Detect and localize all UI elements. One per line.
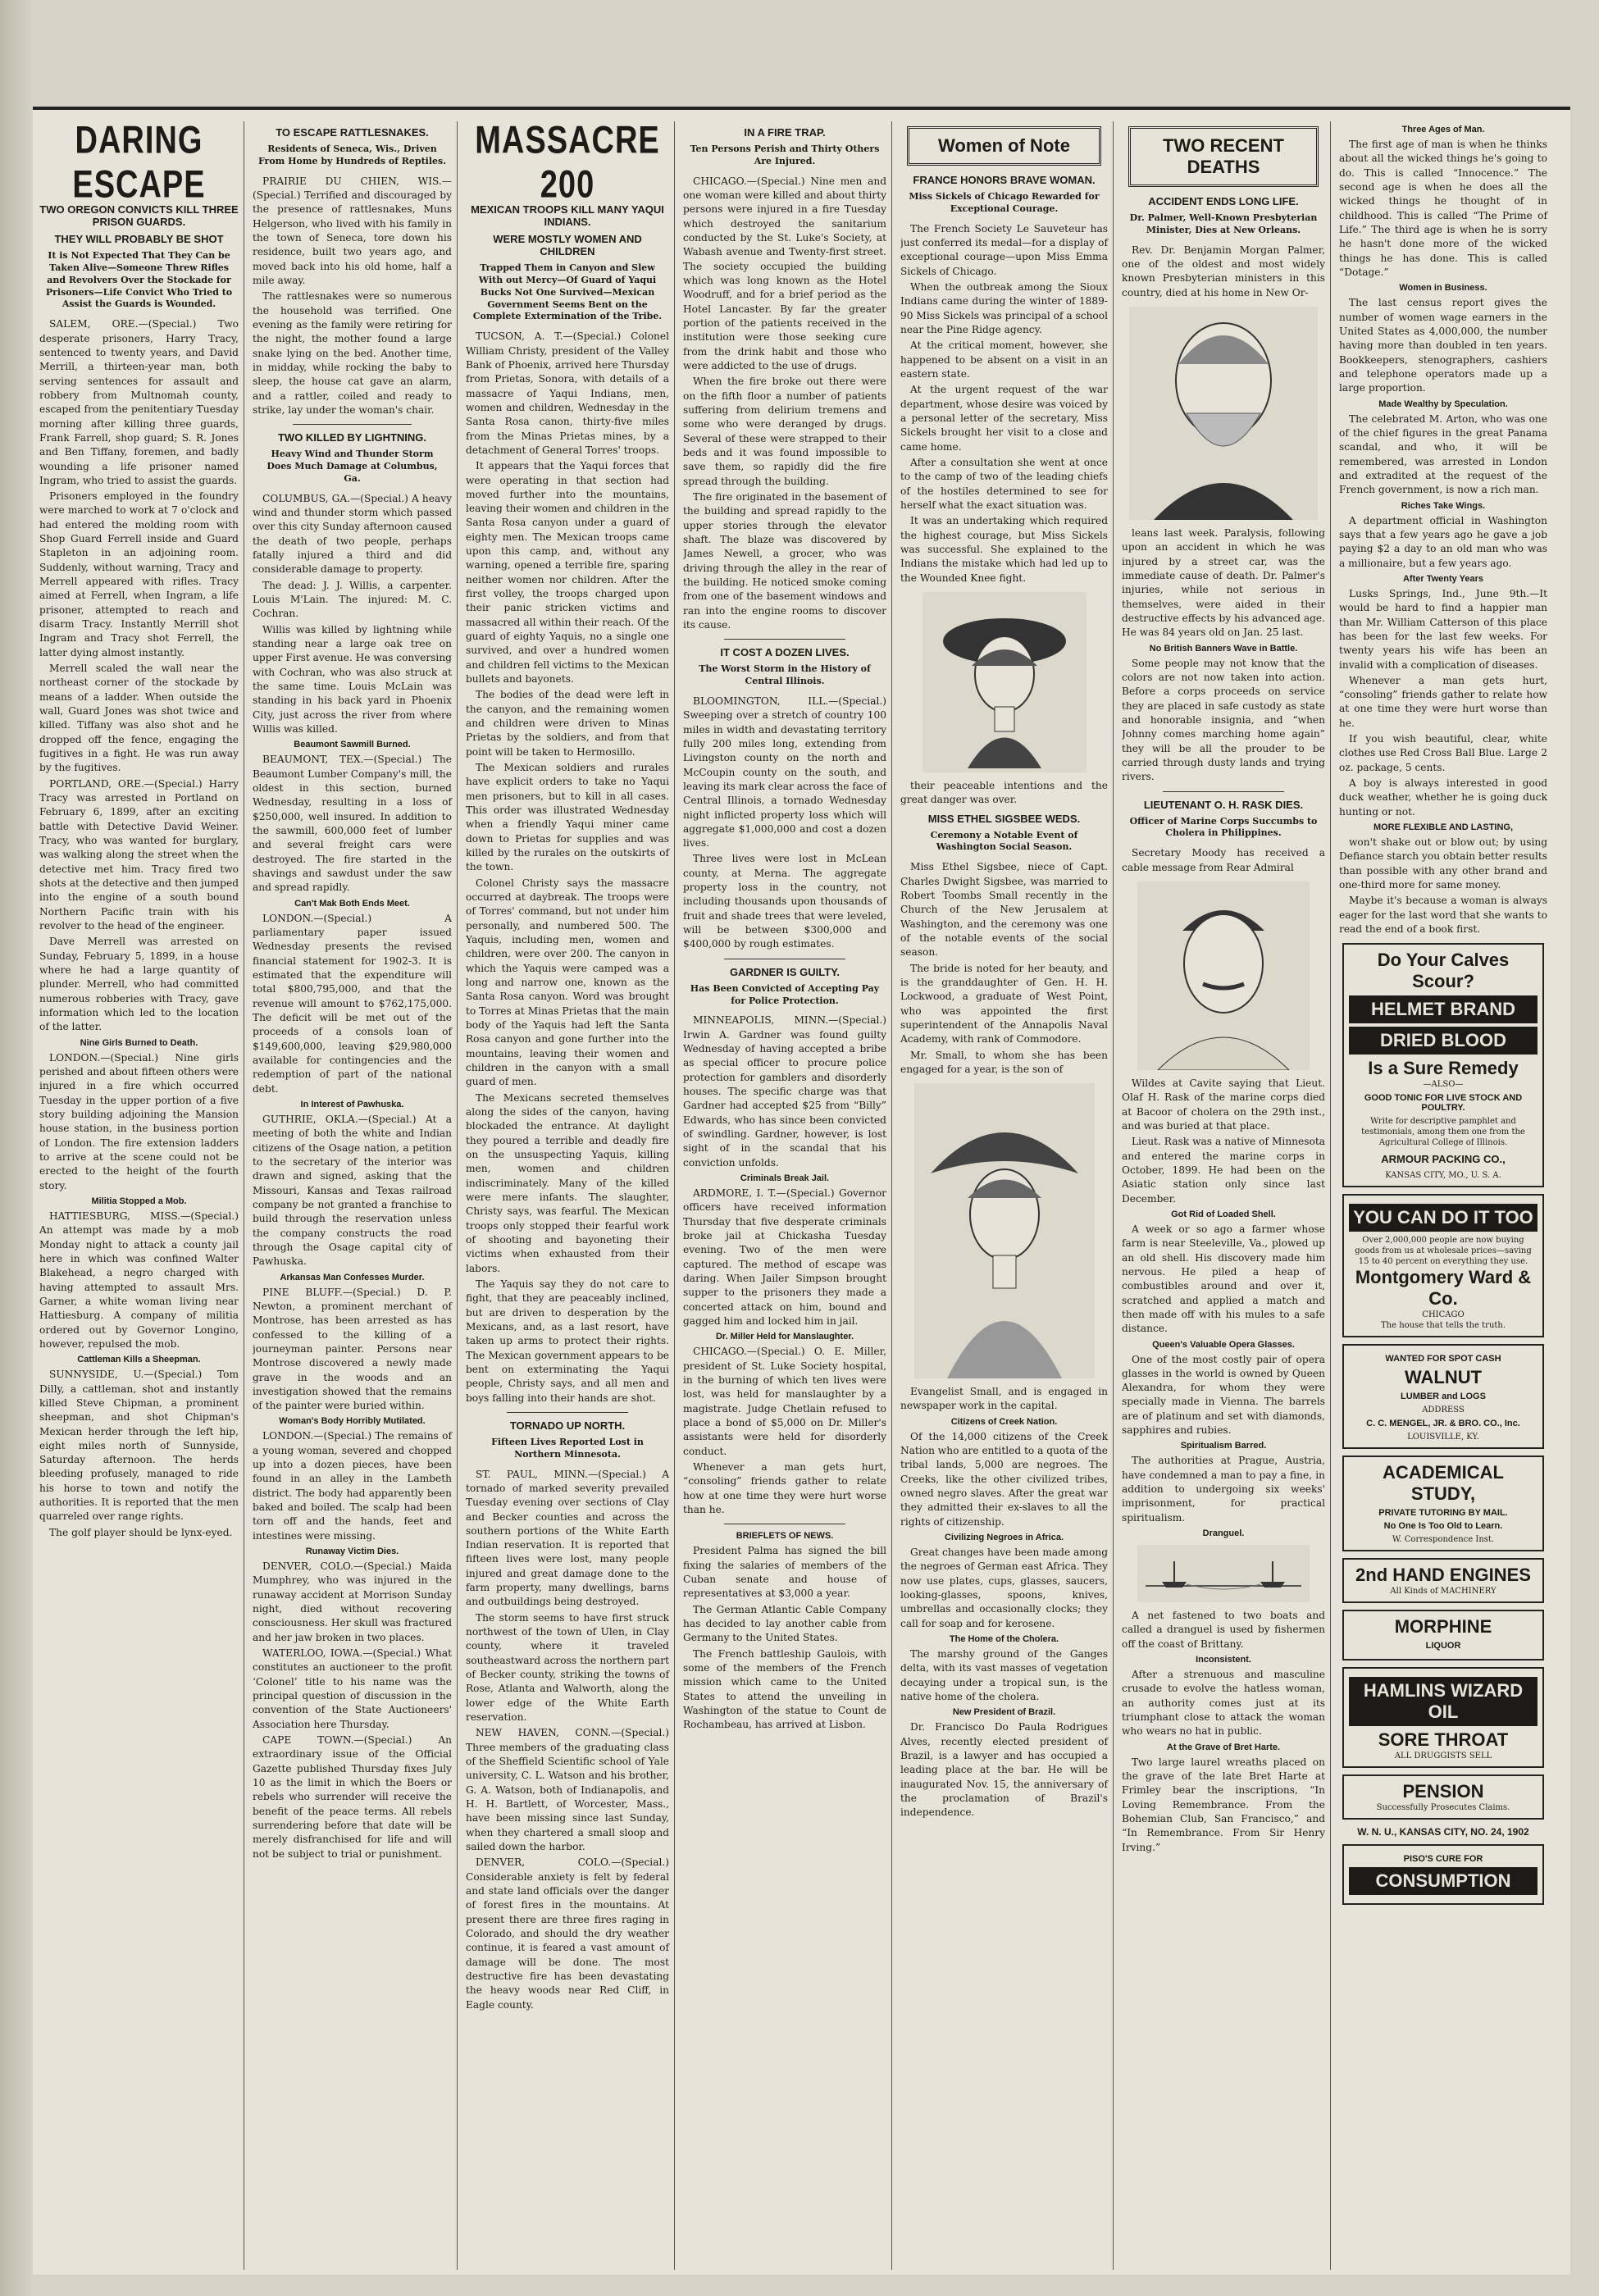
paragraph: leans last week. Paralysis, following upon an accident in which he was injured by a street car, was the immediate cause of death. Dr. Palmer's injuries, while not serious in themselves, were aided in their destructive effects by his advanced age. He was 84 years old on Jan. 25 last. xyxy=(1122,527,1325,639)
section-heading: BRIEFLETS OF NEWS. xyxy=(736,1531,834,1542)
paragraph: The rattlesnakes were so numerous the household was terrified. One evening as the family were retiring for the night, the mother found a large snake lying on the bed. Another time, in midday, while rocking the baby to sleep, the house cat gave an alarm, and a rattler, coiled and ready to strike, lay under the woman's chair. xyxy=(253,290,452,416)
paragraph: A boy is always interested in good duck weather, whether he is going duck hunting or not. xyxy=(1339,777,1547,818)
section-heading: Runaway Victim Dies. xyxy=(305,1547,399,1557)
paragraph: The French battleship Gaulois, with some of the members of the French mission which came to the United States to attend the unveiling in Washington of the statue to Count de Rochambeau, has arrived at Lisbon. xyxy=(683,1647,886,1731)
paragraph: When the outbreak among the Sioux Indians came during the winter of 1889-90 Miss Sickels was principal of a school near the Pine Ridge agency. xyxy=(900,281,1108,335)
boats-illustration xyxy=(1137,1545,1310,1602)
paragraph: If you wish beautiful, clear, white clothes use Red Cross Ball Blue. Large 2 oz. package, 5 cents. xyxy=(1339,733,1547,773)
deck: Dr. Palmer, Well-Known Presbyterian Minister, Dies at New Orleans. xyxy=(1129,212,1318,235)
paragraph: ARDMORE, I. T.—(Special.) Governor officers have received information Thursday that five desperate criminals broke jail at Chickasha Tuesday evening. Two of the men were captured. The method of escape was daring. When Jailer Simpson brought supper to the prisoners they made a concerted attack on him, bound and gagged him and locked him in jail. xyxy=(683,1187,886,1328)
section-heading: Militia Stopped a Mob. xyxy=(91,1196,187,1206)
subhead-2: THEY WILL PROBABLY BE SHOT xyxy=(54,233,224,245)
section-heading: IN A FIRE TRAP. xyxy=(744,126,826,139)
section-heading: Criminals Break Jail. xyxy=(740,1173,830,1184)
paragraph: Rev. Dr. Benjamin Morgan Palmer, one of the oldest and most widely known Presbyterian ministers in this country, died at his home in New Or- xyxy=(1122,244,1325,298)
section-heading: After Twenty Years xyxy=(1402,573,1484,584)
paragraph: The celebrated M. Arton, who was one of the chief figures in the great Panama scandal, and who, it will be remembered, was arrested in London and extradited at the request of the French government, is now a rich man. xyxy=(1339,412,1547,496)
paragraph: SALEM, ORE.—(Special.) Two desperate prisoners, Harry Tracy, sentenced to twenty years, and David Merrill, a thirteen-year man, both serving sentences for assault and robbery from Multnomah county, escaped from the penitentiary Tuesday morning after killing three guards, Frank Farrell, shop guard; S. R. Jones and Ben Tiffany, foremen, and badly wounding a life prisoner named Ingram, who tried to assist the guards. xyxy=(39,318,239,486)
ad-company: W. Correspondence Inst. xyxy=(1392,1535,1495,1545)
paragraph: The Mexican soldiers and rurales have explicit orders to take no Yaqui men prisoners, but to kill in all cases. This order was illustrated Wednesday when a friendly Yaqui miner came down to Prietas for supplies and was killed by the rurales on the outskirts of the town. xyxy=(466,762,669,873)
paragraph: A net fastened to two boats and called a dranguel is used by fishermen off the coast of Brittany. xyxy=(1122,1610,1325,1650)
paragraph: LONDON.—(Special.) The remains of a young woman, severed and chopped up into a dozen pieces, have been found in an alley in the Lambeth district. The body had apparently been baked and boiled. The scalp had been torn off and the hands, feet and intestines were missing. xyxy=(253,1430,452,1542)
paragraph: DENVER, COLO.—(Special.) Maida Mumphrey, who was injured in the runaway accident at Morrison Sunday night, died without recovering consciousness. Her skull was fractured and her jaw broken in two places. xyxy=(253,1560,452,1643)
column-4 xyxy=(683,121,892,2270)
paragraph: The marshy ground of the Ganges delta, with its vast masses of vegetation decaying under a tropical sun, is the native home of the cholera. xyxy=(900,1648,1108,1703)
ad-question: Do Your Calves Scour? xyxy=(1377,950,1510,992)
deck: Trapped Them in Canyon and Slew With out Mercy—Of Guard of Yaqui Bucks Not One Survived—Mexican Government Seems Bent on the Complete Extermination of the Tribe. xyxy=(472,262,663,322)
ad-engines xyxy=(1342,1558,1544,1603)
paragraph: Wildes at Cavite saying that Lieut. Olaf H. Rask of the marine corps died at Bacoor of cholera on the 29th inst., and was buried at that place. xyxy=(1122,1077,1325,1132)
ad-big-word: WALNUT xyxy=(1404,1367,1483,1388)
section-heading: Dranguel. xyxy=(1202,1528,1245,1539)
divider xyxy=(293,424,412,425)
paragraph: At the urgent request of the war department, whose desire was voiced by a personal letter of the secretary, Miss Sickels brought her visit to a close and came home. xyxy=(900,384,1108,453)
portrait-woman-illustration xyxy=(922,592,1086,772)
section-heading: Citizens of Creek Nation. xyxy=(950,1416,1058,1427)
paragraph: The storm seems to have first struck northwest of the town of Ulen, in Clay county, where it traveled southeastward across the northern part of Becker county, striking the towns of Rose, Atlanta and Walworth, along the lower edge of the White Earth reservation. xyxy=(466,1611,669,1724)
section-heading: Can't Mak Both Ends Meet. xyxy=(294,898,410,909)
deck: The Worst Storm in the History of Central Illinois. xyxy=(699,663,871,687)
paragraph: Dr. Francisco Do Paula Rodrigues Alves, recently elected president of Brazil, is a lawyer and has occupied a leading place at the bar. He will be inaugurated Nov. 15, the anniversary of the proclamation of Brazil's independence. xyxy=(900,1721,1108,1819)
section-heading: Three Ages of Man. xyxy=(1401,125,1485,134)
paragraph: Maybe it's because a woman is always eager for the last word that she wants to read the end of a book first. xyxy=(1339,895,1547,936)
paragraph: Colonel Christy says the massacre occurred at daybreak. The troops were of Torres' command, but not under him personally, and numbered 500. The Yaquis, including men, women and children, were over 200. The canyon in which the Yaquis were camped was a long and narrow one, known as the Santa Rosa canyon. Word was brought to Torres at Minas Prietas that the main body of the Yaquis had left the Santa Rosa canyon and gone further into the mountains, leaving their women and children in the canyon with a small guard of men. xyxy=(466,877,669,1088)
divider xyxy=(507,1412,629,1413)
headline-massacre: MASSACRE 200 xyxy=(475,121,660,207)
paragraph: LONDON.—(Special.) A parliamentary paper issued Wednesday presents the revised financial statement for 1902-3. It is estimated that the expenditure will total $800,795,000, and that the revenue will amount to $762,175,000. The deficit will be met out of the proceeds of a consols loan of $149,600,000, leaving $29,980,000 available for contingencies and the redemption of part of the national debt. xyxy=(253,912,452,1095)
ad-headline: YOU CAN DO IT TOO xyxy=(1349,1204,1538,1232)
ad-small-print: Write for descriptive pamphlet and testimonials, among them one from the Agricultural College of Illinois. xyxy=(1361,1117,1525,1148)
ad-headline: PISO'S CURE FOR xyxy=(1403,1854,1483,1865)
paragraph: The last census report gives the number of women wage earners in the United States as 4,000,000, the number having more than doubled in ten years. Bookkeepers, stenographers, cashiers and telephone operators made up a large proportion. xyxy=(1339,297,1547,394)
paragraph: At the critical moment, however, she happened to be absent on a visit in an eastern state. xyxy=(900,339,1108,380)
ad-pension xyxy=(1342,1774,1544,1820)
column-7 xyxy=(1339,121,1552,2270)
ad-morphine xyxy=(1342,1610,1544,1660)
ad-tagline: ALL DRUGGISTS SELL xyxy=(1394,1752,1492,1761)
section-heading: FRANCE HONORS BRAVE WOMAN. xyxy=(913,174,1096,186)
paragraph: DENVER, COLO.—(Special.) Considerable anxiety is felt by federal and state land officials over the danger of forest fires in the mountains. At present there are three fires raging in Colorado, and should the dry weather continue, it is feared a vast amount of damage will be done. The most destructive fire has been devastating the heavy woods near Red Cliff, in Eagle county. xyxy=(466,1856,669,2011)
paragraph: After a consultation she went at once to the camp of two of the leading chiefs of the hostiles determined to see for herself what the exact situation was. xyxy=(900,456,1108,511)
ad-brand-line-1: HELMET BRAND xyxy=(1349,995,1538,1023)
paragraph: Prisoners employed in the foundry were marched to work at 7 o'clock and had entered the molding room with Shop Guard Ferrell inside and Guard Stapleton in an adjoining room. Suddenly, without warning, Tracy and Merrell appeared with rifles. Tracy aimed at Ferrell, when Ingram, a life prisoner, attempted to reach and disarm Tracy. Instantly Merrill shot Ingram and Tracy shot Ferrell, the latter dying almost instantly. xyxy=(39,490,239,658)
paragraph: Willis was killed by lightning while standing near a large oak tree on upper First avenue. He was conversing with Cochran, who was also struck at the same time. Louis McLain was standing in his back yard in Phoenix City, just across the river from where Willis was killed. xyxy=(253,623,452,736)
ad-line: No One Is Too Old to Learn. xyxy=(1383,1521,1503,1532)
section-heading: Arkansas Man Confesses Murder. xyxy=(280,1272,425,1282)
paragraph: PORTLAND, ORE.—(Special.) Harry Tracy was arrested in Portland on February 6, 1899, after an exciting battle with Detective David Weiner. Tracy, who was wanted for burglary, was walking along the street when the detective met him. Tracy fired two shots at the detective and then jumped into the engine of a south bound Northern Pacific train with his revolver to the head of the engineer. xyxy=(39,777,239,932)
ad-montgomery-ward xyxy=(1342,1194,1544,1337)
section-heading: Made Wealthy by Speculation. xyxy=(1378,399,1508,409)
paragraph: President Palma has signed the bill fixing the salaries of members of the Cuban senate and house of representatives at $3,000 a year. xyxy=(683,1545,886,1600)
paragraph: The French Society Le Sauveteur has just conferred its medal—for a display of exceptional courage—upon Miss Emma Sickels of Chicago. xyxy=(900,222,1108,277)
subhead: MEXICAN TROOPS KILL MANY YAQUI INDIANS. xyxy=(471,203,664,228)
column-6 xyxy=(1122,121,1331,2270)
section-heading: Cattleman Kills a Sheepman. xyxy=(77,1355,201,1365)
section-heading: Got Rid of Loaded Shell. xyxy=(1171,1209,1276,1219)
paragraph: The dead: J. J. Willis, a carpenter. Louis M'Lain. The injured: M. C. Cochran. xyxy=(253,579,452,620)
deck: Officer of Marine Corps Succumbs to Cholera in Philippines. xyxy=(1129,815,1318,839)
subhead-2: WERE MOSTLY WOMEN AND CHILDREN xyxy=(493,233,642,257)
paragraph: won't shake out or blow out; by using Defiance starch you obtain better results than possible with any other brand and one-third more for same money. xyxy=(1339,836,1547,891)
headline-daring-escape: DARING ESCAPE xyxy=(72,121,206,207)
divider xyxy=(1163,791,1285,792)
section-heading: Riches Take Wings. xyxy=(1401,500,1486,511)
ad-subhead: SORE THROAT xyxy=(1378,1729,1509,1751)
section-heading: Civilizing Negroes in Africa. xyxy=(944,1533,1064,1543)
ad-company: ARMOUR PACKING CO., xyxy=(1381,1153,1506,1166)
ad-company: Montgomery Ward & Co. xyxy=(1355,1267,1532,1310)
ad-tagline: The house that tells the truth. xyxy=(1380,1321,1506,1331)
paragraph: NEW HAVEN, CONN.—(Special.) Three members of the graduating class of the Sheffield Scientific school of Yale university, C. L. Watson and his brother, G. A. Watson, both of Indianapolis, and H. H. Bartlett, of Worcester, Mass., have been missing since last Sunday, when they chartered a small sloop and sailed down the harbor. xyxy=(466,1727,669,1853)
paragraph: BLOOMINGTON, ILL.—(Special.) Sweeping over a stretch of country 100 miles in width and devastating territory fully 200 miles long, extending from Livingston county on the north and McCoupin county on the south, and leaving its mark clear across the face of Central Illinois, a tornado Wednesday night inflicted property loss which will aggregate $1,000,000 and cost a dozen lives. xyxy=(683,695,886,850)
section-heading: Queen's Valuable Opera Glasses. xyxy=(1152,1339,1295,1350)
ad-address-label: ADDRESS xyxy=(1422,1405,1465,1415)
paragraph: BEAUMONT, TEX.—(Special.) The Beaumont Lumber Company's mill, the oldest in this section, burned Wednesday, resulting in a loss of $250,000, well insured. In addition to the sawmill, 600,000 feet of lumber and several freight cars were destroyed. The fire started in the shavings and sawdust under the saw and spread rapidly. xyxy=(253,754,452,894)
paragraph: Secretary Moody has received a cable message from Rear Admiral xyxy=(1122,847,1325,873)
paragraph: WATERLOO, IOWA.—(Special.) What constitutes an auctioneer to the profit ‘Colonel’ title to his name was the principal question of discussion in the convention of the State Auctioneers' Association here Thursday. xyxy=(253,1647,452,1730)
women-of-note-header: Women of Note xyxy=(907,126,1101,166)
paragraph: MINNEAPOLIS, MINN.—(Special.) Irwin A. Gardner was found guilty Wednesday of having accepted a bribe as special officer to procure police protection for gamblers and disorderly houses. The specific charge was that Gardner had accepted $25 from “Billy” Edwards, who has since been convicted of swindling. Gardner, however, is lost sight of in the scandal that his conviction unfolds. xyxy=(683,1014,886,1168)
paragraph: The bodies of the dead were left in the canyon, and the remaining women and children were driven to Minas Prietas by the soldiers, and from that point will be taken to Hermosillo. xyxy=(466,689,669,758)
ad-city: LOUISVILLE, KY. xyxy=(1407,1433,1479,1442)
ad-subhead: PRIVATE TUTORING BY MAIL. xyxy=(1378,1508,1508,1519)
ad-city: CHICAGO xyxy=(1422,1310,1465,1320)
paragraph: When the fire broke out there were on the fifth floor a number of patients suffering from delirium tremens and some who were deranged by drugs. Several of these were strapped to their beds and it was found impossible to save them, so rapidly did the fire spread through the building. xyxy=(683,376,886,487)
paragraph: Merrell scaled the wall near the northeast corner of the stockade by means of a ladder. When outside the wall, Guard Jones was shot twice and killed. Tiffany was also shot and he dropped off the fence, engaging the fugitives in a fight. He was run away by the fugitives. xyxy=(39,663,239,774)
two-recent-deaths-header: TWO RECENT DEATHS xyxy=(1128,126,1319,187)
page-edge xyxy=(0,0,33,2296)
paragraph: CHICAGO.—(Special.) Nine men and one woman were killed and about thirty persons were injured in a fire Tuesday which destroyed the sanitarium conducted by the St. Luke's Society, at Wabash avenue and Twenty-first street. The society occupied the building which was long known as the Hotel Woodruff, and for a brief period as the Hotel Lancaster. By far the greater portion of the patients received in the institution were those seeking cure from the drink habit and those who were addicted to the use of drugs. xyxy=(683,175,886,371)
paragraph: ST. PAUL, MINN.—(Special.) A tornado of marked severity prevailed Tuesday evening over sections of Clay and Becker counties and across the southern portions of the White Earth Indian reservation. It is reported that fifteen lives were lost, many people injured and great damage done to the farm property, many dwellings, barns and outbuildings being destroyed. xyxy=(466,1468,669,1608)
section-heading: Spiritualism Barred. xyxy=(1180,1441,1267,1451)
paragraph: HATTIESBURG, MISS.—(Special.) An attempt was made by a mob Monday night to attack a county jail here in which was confined Walter Blakehead, a negro charged with having attempted to assault Mrs. Garner, a white woman living near Hattiesburg. A company of militia ordered out by Governor Longino, however, repulsed the mob. xyxy=(39,1210,239,1350)
deck: It is Not Expected That They Can be Taken Alive—Someone Threw Rifles and Revolvers Over the Stockade for Prisoners—Life Convict Who Tried to Assist the Guards is Wounded. xyxy=(45,250,233,310)
ad-side-text: LUMBER and LOGS xyxy=(1401,1392,1486,1402)
paragraph: CAPE TOWN.—(Special.) An extraordinary issue of the Official Gazette published Thursday fixes July 10 as the limit in which the Boers or rebels who surrender will receive the benefit of the peace terms. All rebels surrendering before that date will be merely disfranchised for life and will not be subject to trial or punishment. xyxy=(253,1734,452,1860)
paragraph: It was an undertaking which required the highest courage, but Miss Sickels was successful. She explained to the Indians the mistake which had led up to the Wounded Knee fight. xyxy=(900,515,1108,584)
paragraph: After a strenuous and masculine crusade to evolve the hatless woman, an authority comes just at its triumphant close to attack the woman who wears no hat in public. xyxy=(1122,1669,1325,1738)
ad-subhead: Successfully Prosecutes Claims. xyxy=(1376,1803,1510,1813)
section-heading: ACCIDENT ENDS LONG LIFE. xyxy=(1148,195,1299,207)
paragraph: It appears that the Yaqui forces that were operating in that section had moved further into the mountains, leaving their women and children in the Santa Rosa canyon under a guard of eighty men. The Mexican troops came upon this camp, and, without any warning, opened a terrible fire, sparing neither women nor children. After the first volley, the troops charged upon their panic stricken victims and massacred all within their reach. Of the guard of eighty Yaquis, no a single one survived, and over a hundred women and children fell victims to the Mexican bullets and bayonets. xyxy=(466,460,669,686)
paragraph: Of the 14,000 citizens of the Creek Nation who are entitled to a quota of the tribal lands, 5,000 are negroes. The Creeks, like the other civilized tribes, owned negro slaves. After the great war they admitted their ex-slaves to all the rights of citizenship. xyxy=(900,1430,1108,1528)
paragraph: Lieut. Rask was a native of Minnesota and entered the marine corps in October, 1899. He had been on the Asiatic station only since last December. xyxy=(1122,1136,1325,1205)
deck: Ceremony a Notable Event of Washington Social Season. xyxy=(930,829,1078,853)
portrait-bride-illustration xyxy=(914,1083,1095,1378)
paragraph: The golf player should be lynx-eyed. xyxy=(49,1526,233,1538)
subhead: TWO OREGON CONVICTS KILL THREE PRISON GUARDS. xyxy=(39,203,239,228)
ad-remedy-line: Is a Sure Remedy xyxy=(1368,1058,1519,1079)
section-heading: LIEUTENANT O. H. RASK DIES. xyxy=(1143,798,1304,811)
ad-helmet-brand xyxy=(1342,943,1544,1187)
section-heading: New President of Brazil. xyxy=(952,1707,1056,1718)
columns xyxy=(39,121,1565,2270)
section-heading: Nine Girls Burned to Death. xyxy=(80,1037,198,1048)
paragraph: GUTHRIE, OKLA.—(Special.) At a meeting of both the white and Indian citizens of the Osage nation, a petition to the secretary of the interior was drawn and signed, asking that the Missouri, Kansas and Texas railroad company be not granted a franchise to build through the reservation unless the company constructs the road through the Osage capital city of Pawhuska. xyxy=(253,1113,452,1268)
paragraph: The fire originated in the basement of the building and spread rapidly to the upper stories through the elevator shaft. The blaze was discovered by James Newell, a grocer, who was driving through the alley in the rear of the building. He noticed smoke coming from one of the basement windows and ran into the engine rooms to discover its cause. xyxy=(683,490,886,631)
section-heading: GARDNER IS GUILTY. xyxy=(729,965,840,978)
paragraph: Three lives were lost in McLean county, at Merna. The aggregate property loss in the country, not including thousands upon thousands of fruit and shade trees that were leveled, will be between $300,000 and $400,000 by rough estimates. xyxy=(683,853,886,950)
ad-headline: ACADEMICAL STUDY, xyxy=(1383,1462,1504,1505)
deck: Miss Sickels of Chicago Rewarded for Exceptional Courage. xyxy=(909,191,1100,214)
paragraph: Mr. Small, to whom she has been engaged for a year, is the son of xyxy=(900,1049,1108,1075)
column-5 xyxy=(900,121,1114,2270)
section-heading: MORE FLEXIBLE AND LASTING, xyxy=(1373,822,1514,833)
section-heading: At the Grave of Bret Harte. xyxy=(1166,1742,1281,1752)
paragraph: PRAIRIE DU CHIEN, WIS.—(Special.) Terrified and discouraged by the presence of rattlesnakes, Muns Helgerson, who lived with his family in the town of Seneca, tore down his residence, built two years ago, and moved back into his old home, half a mile away. xyxy=(253,175,452,286)
ad-subhead: All Kinds of MACHINERY xyxy=(1390,1587,1496,1597)
paragraph: One of the most costly pair of opera glasses in the world is owned by Queen Alexandra, for whom they were specially made in Vienna. The barrels are of platinum and set with diamonds, sapphires and rubies. xyxy=(1122,1353,1325,1437)
ad-academical-study xyxy=(1342,1456,1544,1551)
paragraph: SUNNYSIDE, U.—(Special.) Tom Dilly, a cattleman, shot and instantly killed Steve Chipman, a prominent sheepman, and shot Chipman's Mexican herder through the left hip, eight miles north of Sunnyside, Saturday afternoon. The herds bleeding profusely, managed to ride his horse to town and notify the authorities. It is reported that the men quarreled over range rights. xyxy=(39,1369,239,1523)
paragraph: The Yaquis say they do not care to fight, that they are peaceably inclined, but are driven to desperation by the Mexicans, and, as a last resort, have taken up arms to protect their rights. The Mexican government appears to be bent on exterminating the Yaqui people, Christy says, and all men and boys falling into their hands are shot. xyxy=(466,1278,669,1404)
paragraph: Dave Merrell was arrested on Sunday, February 5, 1899, in a house where he had a large quantity of plunder. Merrell, who had committed numerous robberies with Tracy, gave information which led to the location of the latter. xyxy=(39,936,239,1033)
ad-headline: HAMLINS WIZARD OIL xyxy=(1349,1677,1538,1726)
section-heading: TORNADO UP NORTH. xyxy=(509,1419,626,1432)
column-1 xyxy=(39,121,244,2270)
deck: Residents of Seneca, Wis., Driven From Home by Hundreds of Reptiles. xyxy=(257,144,447,166)
paragraph: A department official in Washington says that a few years ago he gave a job paying $2 a day to an old man who was a millionaire, but a few years ago. xyxy=(1339,514,1547,569)
section-heading: Beaumont Sawmill Burned. xyxy=(294,740,411,750)
ad-also: —ALSO— xyxy=(1423,1080,1464,1090)
deck: Has Been Convicted of Accepting Pay for Police Protection. xyxy=(690,982,880,1006)
paragraph: COLUMBUS, GA.—(Special.) A heavy wind and thunder storm which passed over this city Sunday afternoon caused the death of two people, perhaps fatally injured a third and did considerable damage to property. xyxy=(253,492,452,576)
section-heading: TO ESCAPE RATTLESNAKES. xyxy=(276,126,429,139)
ad-headline: WANTED FOR SPOT CASH xyxy=(1385,1354,1501,1364)
portrait-dr-palmer-illustration xyxy=(1129,307,1318,520)
section-heading: No British Banners Wave in Battle. xyxy=(1149,643,1298,654)
ad-headline: 2nd HAND ENGINES xyxy=(1355,1565,1531,1586)
ad-pisos-cure xyxy=(1342,1844,1544,1905)
printer-imprint: W. N. U., KANSAS CITY, NO. 24, 1902 xyxy=(1357,1826,1529,1838)
paragraph: Some people may not know that the colors are not now taken into action. Before a corps proceeds on service they are placed in safe custody as state and honorable insignia, and “when Johnny comes marching home again” they will be all the prouder to be carried through dusty lands and trying rivers. xyxy=(1122,657,1325,783)
deck: Heavy Wind and Thunder Storm Does Much Damage at Columbus, Ga. xyxy=(266,449,438,484)
paragraph: Lusks Springs, Ind., June 9th.—It would be hard to find a happier man than Mr. William Catterson of this place has been for the last few weeks. For twenty years his wife has been an invalid with a complication of diseases. xyxy=(1339,587,1547,671)
ad-address: KANSAS CITY, MO., U. S. A. xyxy=(1385,1171,1501,1181)
ad-walnut-lumber xyxy=(1342,1344,1544,1449)
paragraph: LONDON.—(Special.) Nine girls perished and about fifteen others were injured in a fire which occurred Tuesday in the upper portion of a five story building adjoining the Mansion house station, in the business portion of London. The fire extension ladders to arrive at the scene could not be erected to the height of the fourth story. xyxy=(39,1051,239,1191)
section-heading: MISS ETHEL SIGSBEE WEDS. xyxy=(927,812,1081,825)
divider xyxy=(724,639,846,640)
section-heading: In Interest of Pawhuska. xyxy=(300,1099,404,1109)
paragraph: The German Atlantic Cable Company has decided to lay another cable from Germany to the United States. xyxy=(683,1603,886,1644)
paragraph: Whenever a man gets hurt, “consoling” friends gather to relate how at one time they were hurt worse than he. xyxy=(683,1460,886,1515)
caption: Evangelist Small, and is engaged in newspaper work in the capital. xyxy=(900,1386,1108,1412)
paragraph: TUCSON, A. T.—(Special.) Colonel William Christy, president of the Valley Bank of Phoenix, arrived here Thursday from Prietas, Sonora, with details of a massacre of Yaqui Indians, men, women and children, Wednesday in the Santa Rosa canon, thirty-five miles from the Minas Prietas mines, by a detachment of General Torres' troops. xyxy=(466,330,669,456)
paragraph: Great changes have been made among the negroes of German east Africa. They now use plates, cups, glasses, saucers, looking-glasses, spoons, knives, umbrellas and occasionally clocks; they call for soap and for kerosene. xyxy=(900,1547,1108,1629)
paragraph: The first age of man is when he thinks about all the wicked things he's going to do. This is called “Innocence.” The second age is when he does all the wicked things he thought of in childhood. This is called “The Prime of Life.” The third age is when he is sorry he hasn't done more of the wicked things he has done. This is called “Dotage.” xyxy=(1339,139,1547,278)
ad-tonic-line: GOOD TONIC FOR LIVE STOCK AND POULTRY. xyxy=(1364,1093,1523,1114)
section-heading: TWO KILLED BY LIGHTNING. xyxy=(277,431,427,444)
ad-brand-line-2: DRIED BLOOD xyxy=(1349,1027,1538,1055)
paragraph: Miss Ethel Sigsbee, niece of Capt. Charles Dwight Sigsbee, was married to Robert Toombs Small recently in the Church of the New Jerusalem at Washington, and the ceremony was one of the notable events of the social season. xyxy=(900,861,1108,959)
paragraph: The bride is noted for her beauty, and is the granddaughter of Gen. H. H. Lockwood, a graduate of West Point, who was appointed the first superintendent of the Annapolis Naval Academy, with rank of Commodore. xyxy=(900,962,1108,1046)
section-heading: Women in Business. xyxy=(1399,283,1487,294)
ad-headline: PENSION xyxy=(1402,1781,1484,1802)
ad-small-print: Over 2,000,000 people are now buying goods from us at wholesale prices—saving 15 to 40 percent on everything they use. xyxy=(1355,1236,1532,1267)
paragraph: Two large laurel wreaths placed on the grave of the late Bret Harte at Frimley bear the inscriptions, “In Loving Remembrance. From the Bohemian Club, San Francisco,” and “In Remembrance. From Sir Henry Irving.” xyxy=(1122,1756,1325,1853)
section-heading: Inconsistent. xyxy=(1196,1655,1251,1665)
newspaper-page xyxy=(33,107,1570,2275)
ad-subhead: CONSUMPTION xyxy=(1349,1867,1538,1895)
section-heading: The Home of the Cholera. xyxy=(949,1634,1059,1645)
section-heading: Dr. Miller Held for Manslaughter. xyxy=(715,1332,854,1342)
paragraph: their peaceable intentions and the great danger was over. xyxy=(900,779,1108,806)
paragraph: The authorities at Prague, Austria, have condemned a man to pay a fine, in addition to undergoing six weeks' imprisonment, for practical spiritualism. xyxy=(1122,1455,1325,1524)
ad-hamlins-wizard-oil xyxy=(1342,1667,1544,1768)
paragraph: The Mexicans secreted themselves along the sides of the canyon, having blockaded the entrance. At daylight they poured a terrible and deadly fire on the unsuspecting Yaquis, killing men, women and children indiscriminately. Many of the killed were mere infants. The slaughter, Christy says, was fearful. The Mexican troops only stopped their fearful work of shooting and bayoneting their victims when exhausted from their labors. xyxy=(466,1091,669,1274)
column-3 xyxy=(466,121,675,2270)
ad-company: C. C. MENGEL, JR. & BRO. CO., Inc. xyxy=(1366,1419,1520,1429)
deck: Fifteen Lives Reported Lost in Northern Minnesota. xyxy=(491,1436,644,1460)
paragraph: Whenever a man gets hurt, “consoling” friends gather to relate how at one time they were hurt worse than he. xyxy=(1339,674,1547,729)
portrait-lieutenant-rask-illustration xyxy=(1137,882,1310,1070)
paragraph: PINE BLUFF.—(Special.) D. P. Newton, a prominent merchant of Montrose, has been arrested as has confessed to the killing of a journeyman painter. Persons near Montrose discovered a newly made grave in the woods and an investigation showed that the remains of the painter were buried within. xyxy=(253,1286,452,1412)
deck: Ten Persons Perish and Thirty Others Are Injured. xyxy=(690,144,880,166)
ad-headline: MORPHINE xyxy=(1394,1616,1492,1638)
section-heading: IT COST A DOZEN LIVES. xyxy=(720,646,850,659)
paragraph: CHICAGO.—(Special.) O. E. Miller, president of St. Luke Society hospital, in the burning of which ten lives were lost, was held for manslaughter by a magistrate. Judge Chetlain refused to place a bond of $5,000 on Dr. Miller's assistants were held for disorderly conduct. xyxy=(683,1346,886,1457)
column-2 xyxy=(253,121,458,2270)
ad-subhead: LIQUOR xyxy=(1425,1641,1461,1651)
paragraph: A week or so ago a farmer whose farm is near Steeleville, Va., plowed up an old shell. His discovery made him nervous. He piled a heap of combustibles around and over it, scratched and applied a match and then made off with his mules to a safe distance. xyxy=(1122,1223,1325,1335)
section-heading: Woman's Body Horribly Mutilated. xyxy=(279,1416,426,1427)
